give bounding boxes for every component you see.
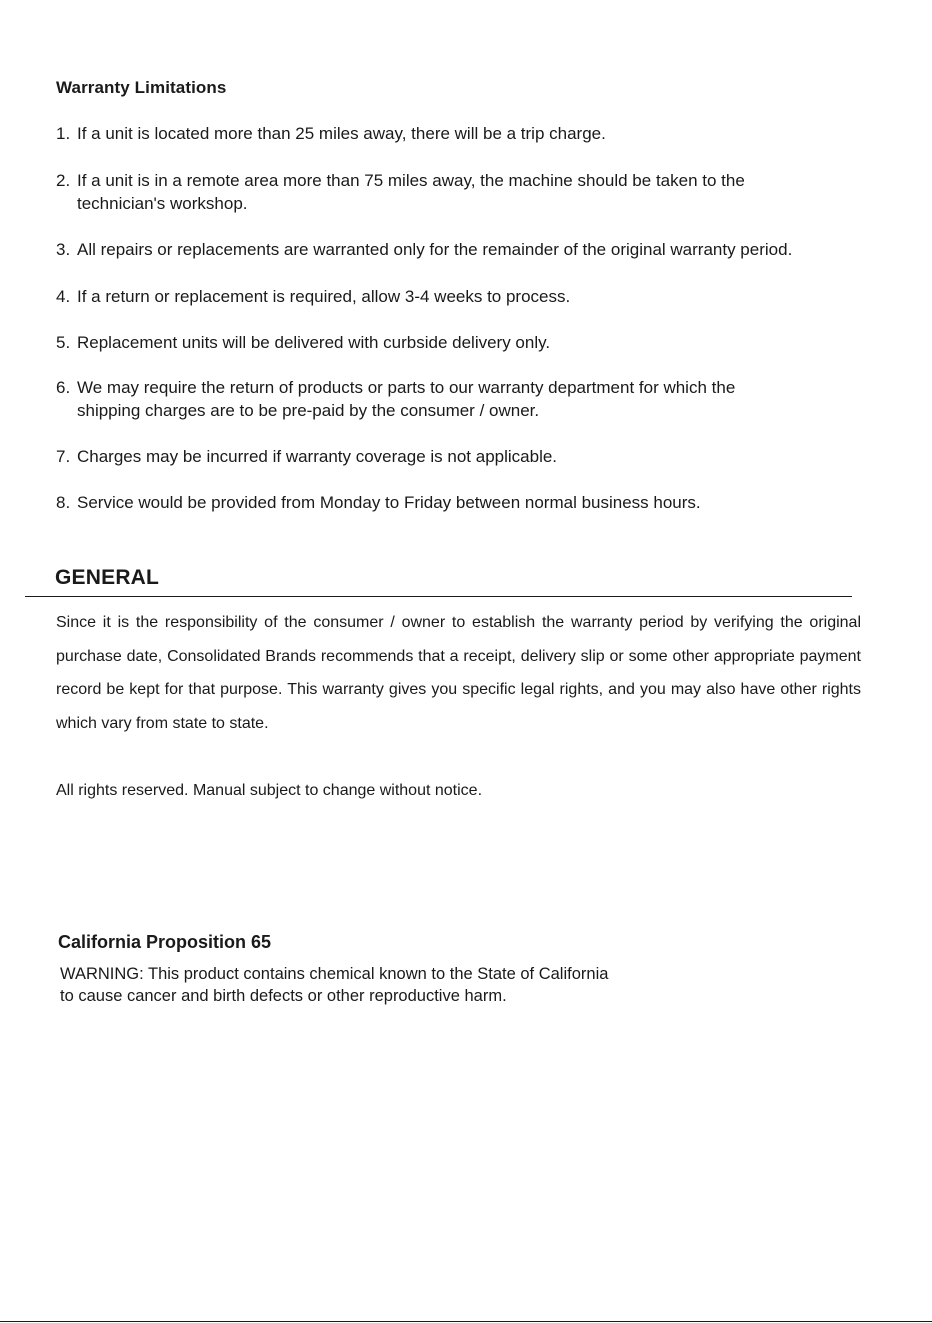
item-text: Service would be provided from Monday to Friday between normal business hours. [77, 493, 701, 512]
general-paragraph: Since it is the responsibility of the consumer / owner to establish the warranty period by verifying the original purchase date, Consolidated Brands recommends that a receipt, delivery slip or some other appropriate payment record be kept for that purpose. This warranty gives you specific legal rights, and you may also have other rights which vary from state to state. [56, 614, 861, 732]
item-number: 8. [56, 493, 71, 512]
page-bottom-divider [0, 1321, 932, 1322]
item-text: If a unit is located more than 25 miles away, there will be a trip charge. [77, 124, 606, 143]
item-number: 2. [56, 171, 71, 190]
item-text-continued: shipping charges are to be pre-paid by the consumer / owner. [77, 401, 540, 420]
prop65-warning-line: to cause cancer and birth defects or other reproductive harm. [60, 987, 507, 1005]
item-number: 3. [56, 240, 71, 259]
item-text: We may require the return of products or parts to our warranty department for which the [77, 378, 736, 397]
item-text: If a return or replacement is required, allow 3-4 weeks to process. [77, 287, 571, 306]
item-number: 7. [56, 447, 71, 466]
warranty-item-2 [56, 169, 745, 215]
warranty-item-4 [56, 285, 570, 308]
general-heading: GENERAL [55, 566, 160, 589]
prop65-warning-line: WARNING: This product contains chemical known to the State of California [60, 965, 609, 983]
warranty-item-7 [56, 445, 557, 468]
prop65-warning [60, 963, 608, 1007]
item-number: 6. [56, 378, 71, 397]
warranty-item-3 [56, 238, 792, 261]
item-text: If a unit is in a remote area more than 75 miles away, the machine should be taken to the [77, 171, 745, 190]
item-number: 1. [56, 124, 71, 143]
warranty-item-1 [56, 122, 606, 145]
warranty-item-5 [56, 331, 550, 354]
prop65-heading: California Proposition 65 [58, 932, 272, 952]
item-number: 5. [56, 333, 71, 352]
item-text: Replacement units will be delivered with curbside delivery only. [77, 333, 551, 352]
item-number: 4. [56, 287, 71, 306]
item-text: All repairs or replacements are warranted only for the remainder of the original warranty period. [77, 240, 793, 259]
general-divider [25, 596, 852, 597]
item-text-continued: technician's workshop. [77, 194, 248, 213]
warranty-item-8 [56, 491, 701, 514]
item-text: Charges may be incurred if warranty coverage is not applicable. [77, 447, 558, 466]
rights-reserved-notice: All rights reserved. Manual subject to change without notice. [56, 782, 483, 799]
warranty-item-6 [56, 376, 735, 422]
warranty-limitations-heading: Warranty Limitations [56, 78, 227, 97]
